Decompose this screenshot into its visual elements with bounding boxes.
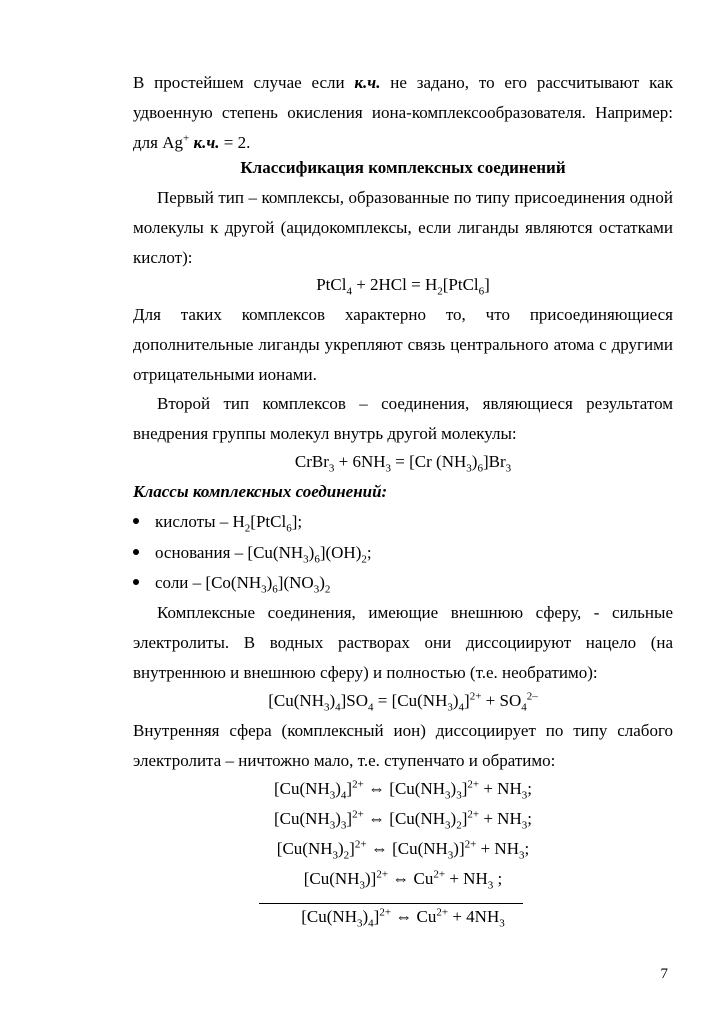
bullet-salts: [133, 568, 673, 598]
eq-sup: 2+: [436, 906, 449, 919]
eq-sub: 3: [499, 917, 505, 930]
eq-part: + NH: [479, 809, 522, 828]
eq-part: [Cu(NH: [303, 869, 360, 888]
eq-part: ⇔ Cu: [388, 869, 434, 888]
equation-ptcl: [133, 270, 673, 300]
eq-sub: 3: [329, 789, 336, 802]
eq-sub: 2: [324, 583, 331, 596]
equation-crbr: [133, 447, 673, 477]
eq-sub: 6: [478, 285, 485, 298]
eq-sup: 2+: [376, 868, 389, 881]
eq-sup: 2+: [467, 778, 480, 791]
weak-electrolyte-paragraph: Внутренняя сфера (комплексный ион) диссоциирует по типу слабого электролита – ничтожно мало, т.е. ступенчато и обратимо:: [133, 721, 673, 770]
kch-term: к.ч.: [354, 73, 381, 92]
eq-part: = [Cu(NH: [373, 691, 448, 710]
eq-part: [Cu(NH: [274, 779, 330, 798]
eq-sub: 3: [313, 583, 320, 596]
eq-part: + SO: [481, 691, 522, 710]
eq-sup: 2+: [467, 808, 480, 821]
eq-part: ⇔ [Cu(NH: [363, 809, 446, 828]
eq-part: )]: [364, 869, 377, 888]
bullet-acids: [133, 507, 673, 537]
eq-sub: 3: [447, 701, 453, 714]
bullet-bases: [133, 538, 673, 568]
eq-part: ): [450, 779, 457, 798]
step-equation-3: [133, 834, 673, 864]
eq-sub: 3: [303, 553, 309, 566]
eq-sup: 2+: [433, 868, 446, 881]
intro-paragraph: [133, 68, 673, 158]
eq-part: ): [335, 779, 341, 798]
eq-sub: 3: [447, 849, 454, 862]
eq-sub: 3: [518, 849, 525, 862]
eq-part: ]: [484, 275, 490, 294]
eq-sub: 6: [286, 522, 292, 535]
eq-part: + NH: [476, 839, 519, 858]
eq-sub: 3: [356, 917, 363, 930]
bullet-text: ](OH): [319, 543, 362, 562]
eq-part: [Cu(NH: [276, 839, 333, 858]
eq-part: ⇔ [Cu(NH: [366, 839, 448, 858]
eq-part: ): [362, 907, 369, 926]
eq-sub: 3: [332, 849, 338, 862]
eq-part: ]: [373, 907, 380, 926]
eq-part: ): [335, 809, 341, 828]
bullet-text: ): [308, 543, 315, 562]
eq-sub: 2: [437, 285, 443, 298]
eq-sub: 3: [521, 819, 528, 832]
kch-term-2: к.ч.: [193, 133, 220, 152]
eq-part: [Cu(NH: [301, 907, 357, 926]
eq-sub: 3: [487, 879, 494, 892]
eq-part: ): [452, 691, 459, 710]
eq-sub: 4: [368, 701, 374, 714]
eq-part: [Cu(NH: [274, 809, 330, 828]
eq-sub: 4: [335, 701, 341, 714]
eq-sub: 6: [314, 553, 320, 566]
eq-part: ]SO: [340, 691, 369, 710]
intro-text-2: не задано, то его рассчитывают как удвоенную степень окисления иона-комплексообразователя. Например: для Ag: [133, 73, 673, 152]
bullet-text: ;: [366, 543, 372, 562]
eq-part: ]: [461, 779, 468, 798]
eq-part: = [Cr (NH: [391, 452, 467, 471]
eq-sub: 3: [340, 819, 347, 832]
eq-part: )]: [453, 839, 465, 858]
eq-sub: 4: [368, 917, 374, 930]
bullet-icon: [133, 518, 139, 524]
page-number: 7: [660, 966, 668, 982]
classes-heading: Классы комплексных соединений:: [133, 482, 388, 501]
eq-part: ]: [346, 779, 353, 798]
eq-part: + 4NH: [448, 907, 500, 926]
eq-sub: 3: [329, 819, 336, 832]
eq-sub: 3: [445, 789, 451, 802]
eq-sup: 2+: [469, 690, 482, 703]
eq-sub: 4: [521, 701, 527, 714]
eq-part: ;: [493, 869, 503, 888]
eq-part: ]: [464, 691, 470, 710]
eq-sub: 3: [466, 462, 472, 475]
eq-sup: 2+: [379, 906, 392, 919]
ag-charge: +: [182, 132, 190, 145]
ligand-paragraph: Для таких комплексов характерно то, что присоединяющиеся дополнительные лиганды укрепляют связь центрального атома с другими отрицательными ионами.: [133, 305, 673, 384]
bullet-text: ](NO: [277, 573, 314, 592]
eq-sub: 4: [458, 701, 465, 714]
eq-sup: 2+: [464, 838, 477, 851]
eq-sub: 3: [261, 583, 267, 596]
eq-part: ): [471, 452, 478, 471]
eq-part: ;: [527, 809, 532, 828]
eq-part: ): [450, 809, 457, 828]
eq-part: ⇔ [Cu(NH: [363, 779, 446, 798]
eq-sub: 4: [346, 285, 352, 298]
eq-part: ]Br: [482, 452, 506, 471]
eq-sup: 2+: [352, 808, 364, 821]
section-heading: Классификация комплексных соединений: [240, 158, 566, 177]
eq-part: + 6NH: [334, 452, 386, 471]
eq-part: + NH: [479, 779, 522, 798]
eq-sub: 6: [477, 462, 483, 475]
eq-part: ;: [527, 779, 532, 798]
eq-sub: 3: [521, 789, 528, 802]
eq-sub: 2: [456, 819, 462, 832]
eq-sub: 3: [456, 789, 462, 802]
bullet-icon: [133, 579, 139, 585]
bullet-text: [PtCl: [250, 512, 287, 531]
intro-text-1: В простейшем случае если: [133, 73, 355, 92]
eq-sub: 4: [340, 789, 347, 802]
eq-part: + 2HCl = H: [351, 275, 438, 294]
strong-electrolytes-paragraph: Комплексные соединения, имеющие внешнюю сферу, - сильные электролиты. В водных растворах они диссоциируют нацело (на внутреннюю и внешнюю сферу) и полностью (т.е. необратимо):: [133, 603, 673, 682]
bullet-text: ];: [291, 512, 303, 531]
eq-part: ): [329, 691, 336, 710]
eq-part: [Cu(NH: [268, 691, 324, 710]
total-equation: [133, 902, 673, 932]
eq-sub: 2: [343, 849, 350, 862]
eq-part: ]: [461, 809, 468, 828]
eq-sub: 3: [323, 701, 330, 714]
bullet-icon: [133, 549, 139, 555]
second-type-paragraph: Второй тип комплексов – соединения, являющиеся результатом внедрения группы молекул внутрь другой молекулы:: [133, 394, 673, 443]
eq-part: ;: [524, 839, 530, 858]
eq-sup: 2+: [354, 838, 367, 851]
eq-part: ): [338, 839, 344, 858]
eq-sup: 2–: [526, 690, 538, 703]
eq-sub: 2: [361, 553, 367, 566]
bullet-text: основания – [Cu(NH: [155, 543, 304, 562]
step-equation-1: [133, 774, 673, 804]
bullet-text: ): [266, 573, 273, 592]
eq-sub: 3: [385, 462, 392, 475]
eq-part: ⇔ Cu: [391, 907, 437, 926]
eq-sub: 3: [445, 819, 451, 832]
bullet-text: соли – [Co(NH: [155, 573, 262, 592]
eq-part: + NH: [445, 869, 488, 888]
eq-sup: 2+: [352, 778, 364, 791]
eq-sub: 6: [272, 583, 278, 596]
eq-sub: 3: [359, 879, 365, 892]
eq-sub: 3: [505, 462, 512, 475]
equation-dissociation: [133, 686, 673, 716]
bullet-text: ): [319, 573, 325, 592]
step-equation-2: [133, 804, 673, 834]
intro-text-3: = 2.: [219, 133, 251, 152]
eq-sub: 3: [328, 462, 335, 475]
eq-part: ]: [346, 809, 353, 828]
eq-sub: 2: [244, 522, 251, 535]
eq-part: [PtCl: [442, 275, 479, 294]
eq-part: ]: [349, 839, 355, 858]
eq-part: CrBr: [294, 452, 329, 471]
first-type-paragraph: Первый тип – комплексы, образованные по типу присоединения одной молекулы к другой (ацидокомплексы, если лиганды являются остатками кислот):: [133, 188, 673, 267]
bullet-text: кислоты – H: [155, 512, 245, 531]
eq-part: PtCl: [316, 275, 347, 294]
step-equation-4: [133, 864, 673, 894]
